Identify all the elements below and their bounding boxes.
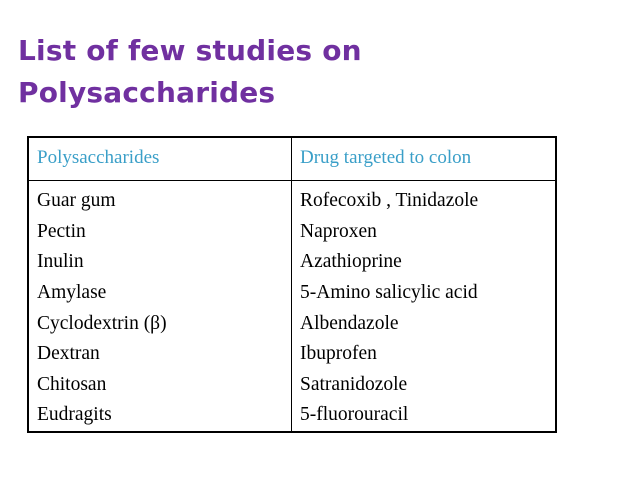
header-polysaccharides: Polysaccharides	[29, 138, 292, 180]
slide-title-line-1: List of few studies on	[18, 34, 362, 67]
polysaccharide-cell: Amylase	[37, 282, 107, 304]
header-drug-targeted: Drug targeted to colon	[300, 147, 472, 168]
drug-cell: Satranidozole	[300, 373, 408, 395]
slide-title	[18, 30, 618, 114]
drug-cell: 5-fluorouracil	[300, 404, 409, 426]
studies-table	[27, 136, 557, 433]
table-header-row	[29, 138, 555, 181]
polysaccharide-cell: Cyclodextrin (β)	[37, 312, 167, 334]
drug-cell: Naproxen	[300, 220, 377, 242]
polysaccharide-cell: Chitosan	[37, 373, 107, 395]
slide-title-line-2: Polysaccharides	[18, 76, 276, 109]
drug-cell: Rofecoxib , Tinidazole	[300, 190, 479, 212]
drug-cell: Albendazole	[300, 312, 399, 334]
polysaccharide-cell: Inulin	[37, 251, 84, 273]
table-body	[29, 181, 555, 431]
polysaccharide-cell: Pectin	[37, 220, 86, 242]
polysaccharides-column	[29, 181, 292, 431]
drugs-column	[292, 181, 555, 431]
polysaccharide-cell: Guar gum	[37, 190, 116, 212]
drug-cell: 5-Amino salicylic acid	[300, 282, 478, 304]
drug-cell: Azathioprine	[300, 251, 402, 273]
drug-cell: Ibuprofen	[300, 343, 377, 365]
polysaccharide-cell: Eudragits	[37, 404, 112, 426]
polysaccharide-cell: Dextran	[37, 343, 100, 365]
